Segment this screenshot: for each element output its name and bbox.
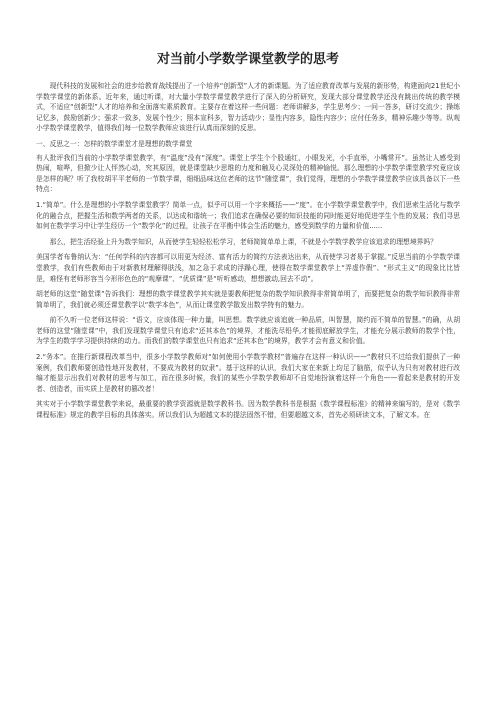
paragraph-point-2: 2.“务本”。在推行新课程改革当中，很多小学数学教师对“如何使用小学数学教材”普遍存在这样一种认识——“教材只不过给我们提供了一种案例，我们教师要创造性地开发教材，不要成为教材的奴隶”。基于这样的认识，我们大家在来新上均足了脑筋，似乎认为只有对教材进行改编才能显示出我们对教材的思考与加工，而在很多时候，我们的某些小学数学教师却不自觉地扮演着这样一个角色——看起来是教材的开发者、创造者，而实质上是教材的篡改者！ [36, 353, 460, 393]
paragraph-body: 前不久听一位老师这样说：“语文，应该体现一种力量，叫思想。数学就应该追就一种品质，叫智慧，简约而不简单的智慧。”的确，从胡老师的这堂“随堂课”中，我们发现数学课堂只有追求“还其本色”的境界，才能洗尽铅华,才能彻底解放学生，才能充分展示教师的数学个性，为学生的数学学习提供持续的动力。而我们的数学课堂也只有追求“还其本色”的境界，教学才会有意义和价值。 [36, 316, 460, 346]
paragraph-point-1: 1.“简单”。什么是理想的小学数学课堂教学？简单一点，似乎可以用一个字来概括——“度”。在小学数学课堂教学中，我们思索生活化与数学化的融合点，把握生活和数学两者的关系，以达成和谐统一；我们追求在确保必要的知识技能的同时能更好地促进学生个性的发展；我们寻思如何在数学学习中让学生经历一个“数学化”的过程，让孩子在平衡中体会生活的魅力，感受到数学的力量和价值...... [36, 200, 460, 231]
section-heading-1: 一、反思之一：怎样的数学课堂才是理想的数学课堂 [36, 139, 193, 148]
document-title: 对当前小学数学课堂教学的思考 [156, 52, 339, 67]
paragraph-body: 其实对于小学数学课堂教学来说，最重要的教学资源就是数学教科书。因为数学教科书是根据《数学课程标准》的精神来编写的，是对《数学课程标准》规定的教学目标的具体落实。所以我们认为超越文本的提法固然不错，但要超越文本，首先必须研读文本，了解文本。在 [36, 400, 460, 420]
paragraph-body: 那么，把生活经验上升为数学知识，从而使学生轻轻松松学习，老师简简单单上课，不就是小学数学教学应该追求的理想境界吗？ [49, 237, 438, 246]
paragraph-intro: 现代科技的发展和社会的进步给教育战线提出了一个培养“创新型”人才的新课题。为了适应教育改革与发展的新形势，构建面向21世纪小学数学课堂的新体系。近年来，通过听课，对大量小学数学课堂教学进行了深入的分析研究，发现大部分课堂教学还没有跳出传统的教学模式，不适应“创新型”人才的培养和全面落实素质教育。主要存在着这样一些问题：老师讲解多，学生思考少；一问一答多，研讨交流少；操练记忆多，鼓励创新少；强求一致多，发展个性少；照本宣科多，智力活动少；显性内容多，隐性内容少；应付任务多，精神乐趣少等等。纵观小学数学课堂教学，值得我们每一位数学教师应该进行认真而深刻的反思。 [36, 82, 460, 133]
paragraph-body: 胡老师的这堂“随堂课”告诉我们：理想的数学课堂教学其实就是要教师把复杂的数学知识教得非常简单明了，而要把复杂的数学知识教得非常简单明了，我们就必须还课堂教学以“数学本色”，从而让课堂教学散发出数学特有的魅力。 [36, 290, 460, 309]
paragraph-body: 美国学者布鲁纳认为：“任何学科的内容都可以用更为经济、富有活力的简约方法表达出来，从而使学习者易于掌握。”反思当前的小学数学课堂教学，我们有些教师由于对新教材理解得肤浅，加之急于求成的浮躁心理，使得在数学课堂教学上“弄虚作假”、“形式主义”的现象比比皆是，难怪有老师形容当今形形色色的“观摩课”、“优质课”是“听听感动，想想激动,回去不动”。 [36, 253, 460, 283]
paragraph-body: 有人批评我们当前的小学数学课堂教学，有“温度”没有“深度”。课堂上学生个个股通红，小眼发光，小手直举，小嘴常开”。虽然让人感受到热闹，喧哗，但掀少让人怦然心动，究其原因，就是课堂缺少思维的力度和触及心灵深处的精神愉悦。那么理想的小学数学课堂教学究竟应该是怎样的呢？听了我校胡平平老师的一节数学课，细细品味这位老师的这节“随堂课”，我们觉得，理想的小学数学课堂教学应该具备以下一些特点： [36, 153, 460, 194]
